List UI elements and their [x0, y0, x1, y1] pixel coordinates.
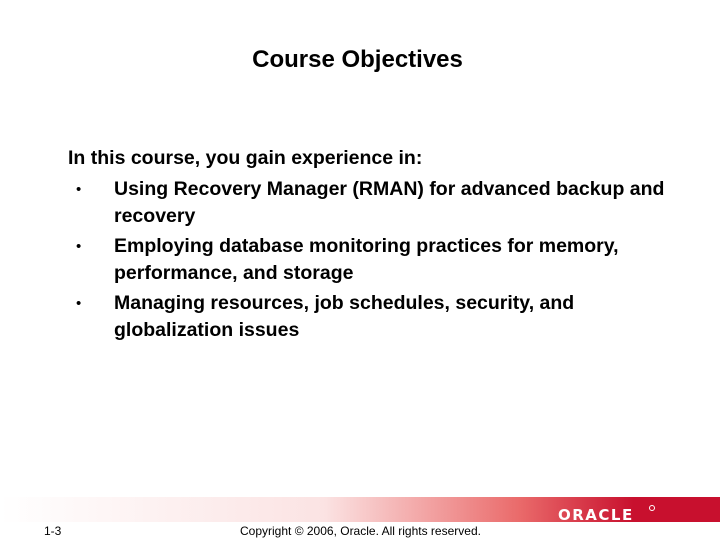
bullet-item	[68, 176, 668, 230]
slide-number: 1-3	[44, 524, 62, 538]
bullet-dot-icon: •	[76, 238, 82, 255]
bullet-text: Using Recovery Manager (RMAN) for advanced backup and recovery	[114, 178, 665, 227]
registered-mark-icon	[649, 505, 655, 511]
bullet-item	[68, 290, 668, 344]
bullet-item	[68, 233, 668, 287]
bullet-dot-icon: •	[76, 181, 82, 198]
oracle-logo: ORACLE	[558, 506, 634, 524]
bullet-text: Employing database monitoring practices for memory, performance, and storage	[114, 235, 619, 284]
slide-title: Course Objectives	[252, 46, 463, 73]
copyright-notice: Copyright © 2006, Oracle. All rights reserved.	[240, 524, 481, 538]
bullet-list	[68, 176, 668, 347]
intro-text: In this course, you gain experience in:	[68, 147, 423, 169]
bullet-dot-icon: •	[76, 295, 82, 312]
bullet-text: Managing resources, job schedules, security, and globalization issues	[114, 292, 575, 341]
